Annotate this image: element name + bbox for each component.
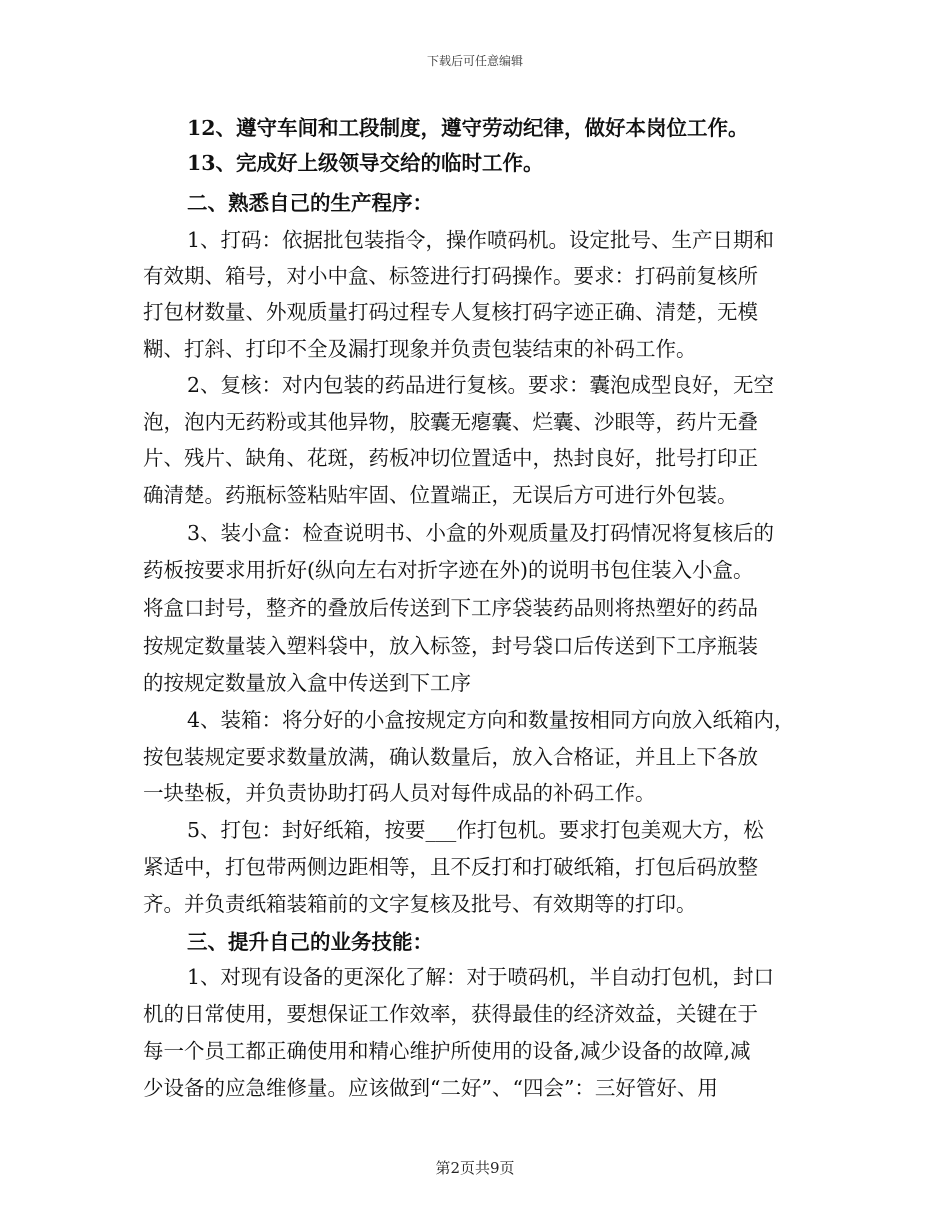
text-line: 片、残片、缺角、花斑，药板冲切位置适中，热封良好，批号打印正 (143, 446, 758, 470)
text-line: 少设备的应急维修量。应该做到“二好”、“四会”：三好管好、用 (143, 1076, 718, 1100)
text-line: 机的日常使用，要想保证工作效率，获得最佳的经济效益，关键在于 (143, 1002, 758, 1026)
page-footer: 第2页共9页 (435, 1159, 515, 1177)
text-line: 每一个员工都正确使用和精心维护所使用的设备,减少设备的故障,减 (143, 1039, 751, 1063)
text-line: 一块垫板，并负责协助打码人员对每件成品的补码工作。 (143, 781, 656, 805)
text-line: 1、打码：依据批包装指令，操作喷码机。设定批号、生产日期和 (187, 228, 775, 252)
text-line: 确清楚。药瓶标签粘贴牢固、位置端正，无误后方可进行外包装。 (143, 483, 738, 507)
text-line: 打包材数量、外观质量打码过程专人复核打码字迹正确、清楚，无模 (143, 300, 758, 324)
text-line: 按规定数量装入塑料袋中，放入标签，封号袋口后传送到下工序瓶装 (143, 634, 758, 658)
text-line: 按包装规定要求数量放满，确认数量后，放入合格证，并且上下各放 (143, 745, 758, 769)
text-line: 有效期、箱号，对小中盒、标签进行打码操作。要求：打码前复核所 (143, 264, 758, 288)
text-line: 药板按要求用折好(纵向左右对折字迹在外)的说明书包住装入小盒。 (143, 558, 754, 582)
section-heading: 三、提升自己的业务技能： (187, 930, 433, 954)
text-line: 5、打包：封好纸箱，按要___作打包机。要求打包美观大方，松 (187, 818, 764, 842)
text-line: 4、装箱：将分好的小盒按规定方向和数量按相同方向放入纸箱内， (187, 708, 795, 732)
section-heading: 二、熟悉自己的生产程序： (187, 191, 433, 215)
text-line: 的按规定数量放入盒中传送到下工序 (143, 671, 471, 695)
text-line: 糊、打斜、打印不全及漏打现象并负责包装结束的补码工作。 (143, 337, 697, 361)
text-line: 3、装小盒：检查说明书、小盒的外观质量及打码情况将复核后的 (187, 521, 775, 545)
text-line: 齐。并负责纸箱装箱前的文字复核及批号、有效期等的打印。 (143, 892, 697, 916)
text-line: 13、完成好上级领导交给的临时工作。 (187, 151, 544, 175)
text-line: 紧适中，打包带两侧边距相等，且不反打和打破纸箱，打包后码放整 (143, 855, 758, 879)
text-line: 2、复核：对内包装的药品进行复核。要求：囊泡成型良好，无空 (187, 373, 775, 397)
text-line: 将盒口封号，整齐的叠放后传送到下工序袋装药品则将热塑好的药品 (143, 596, 758, 620)
text-line: 12、遵守车间和工段制度，遵守劳动纪律，做好本岗位工作。 (187, 116, 749, 140)
text-line: 泡，泡内无药粉或其他异物，胶囊无瘪囊、烂囊、沙眼等，药片无叠 (143, 410, 758, 434)
page-header: 下载后可任意编辑 (426, 54, 523, 68)
text-line: 1、对现有设备的更深化了解：对于喷码机，半自动打包机，封口 (187, 965, 775, 989)
